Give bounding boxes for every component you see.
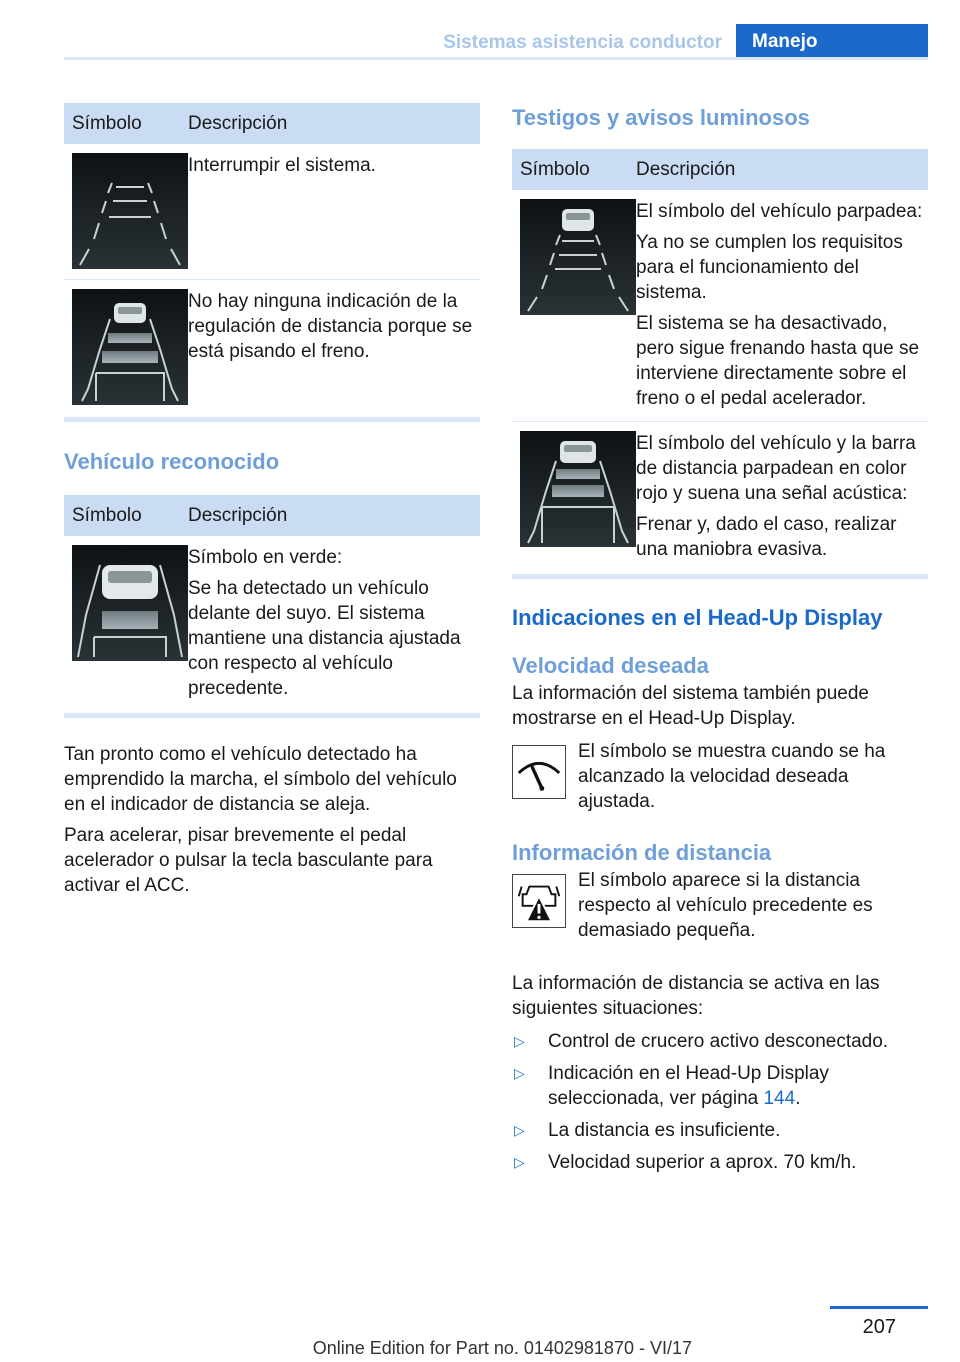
bullet-triangle-icon: ▷ xyxy=(514,1122,525,1138)
car-collision-warning-icon xyxy=(520,431,636,547)
col-symbol-header: Símbolo xyxy=(72,504,142,526)
distance-icon-description: El símbolo aparece si la distancia respecto al vehículo precedente es demasiado pequeña. xyxy=(578,870,873,941)
symbol-table-vehicle xyxy=(64,495,480,718)
table-row xyxy=(64,280,480,415)
table-header xyxy=(64,103,480,144)
col-symbol-header: Símbolo xyxy=(72,112,142,134)
section-title-hud: Indicaciones en el Head-Up Display xyxy=(512,605,883,630)
page-header xyxy=(64,24,928,60)
car-brake-lanes-icon xyxy=(72,289,188,405)
row-description: Se ha detectado un vehículo delante del suyo. El sistema mantiene una distancia ajustada con respecto al vehículo precedente. xyxy=(188,578,461,699)
speed-icon-row xyxy=(512,739,928,814)
table-row xyxy=(64,144,480,280)
row-description-heading: El símbolo del vehículo y la barra de distancia parpadean en color rojo y suena una señal acústica: xyxy=(636,433,916,504)
paragraph: La información de distancia se activa en las siguientes situaciones: xyxy=(512,973,880,1019)
lanes-empty-icon xyxy=(72,153,188,269)
table-end-rule xyxy=(512,574,928,579)
page-number: 207 xyxy=(862,1316,896,1338)
col-description-header: Descripción xyxy=(188,504,288,526)
page-link[interactable]: 144 xyxy=(763,1088,796,1109)
paragraph: Para acelerar, pisar brevemente el pedal acelerador o pulsar la tecla basculante para activar el ACC. xyxy=(64,825,433,896)
header-chapter-tab: Manejo xyxy=(736,24,928,60)
paragraph: Tan pronto como el vehículo detectado ha emprendido la marcha, el símbolo del vehículo en el indicador de distancia se aleja. xyxy=(64,744,457,815)
list-item: ▷ Control de crucero activo desconectado. xyxy=(514,1031,889,1052)
bullet-triangle-icon: ▷ xyxy=(514,1065,525,1081)
car-detected-icon xyxy=(72,545,188,661)
row-description: El sistema se ha desactivado, pero sigue frenando hasta que se interviene directamente sobre el freno o el pedal acelerador. xyxy=(636,313,920,409)
row-description-heading: Símbolo en verde: xyxy=(188,547,343,568)
bullet-triangle-icon: ▷ xyxy=(514,1033,525,1049)
row-description: Frenar y, dado el caso, realizar una maniobra evasiva. xyxy=(636,514,897,560)
table-end-rule xyxy=(64,713,480,718)
subsection-title-speed: Velocidad deseada xyxy=(512,653,709,678)
table-header xyxy=(512,149,928,190)
symbol-table-general xyxy=(64,103,480,422)
distance-icon-row xyxy=(512,868,928,943)
table-row xyxy=(64,536,480,711)
col-description-header: Descripción xyxy=(188,112,288,134)
section-title-vehicle: Vehículo reconocido xyxy=(64,449,280,474)
subsection-title-distance: Información de distancia xyxy=(512,840,772,865)
table-row xyxy=(512,422,928,572)
row-description: No hay ninguna indicación de la regulación de distancia porque se está pisando el freno. xyxy=(188,291,473,362)
col-symbol-header: Símbolo xyxy=(520,158,590,180)
bullet-triangle-icon: ▷ xyxy=(514,1154,525,1170)
table-row xyxy=(512,190,928,422)
section-title-warnings: Testigos y avisos luminosos xyxy=(512,105,810,130)
list-item: ▷ Velocidad superior a aprox. 70 km/h. xyxy=(514,1152,857,1173)
paragraph: La información del sistema también puede mostrarse en el Head-Up Display. xyxy=(512,683,869,729)
right-column xyxy=(512,103,928,1182)
row-description: Interrumpir el sistema. xyxy=(188,155,376,176)
footer-edition: Online Edition for Part no. 01402981870 - VI/17 xyxy=(312,1338,692,1358)
speed-icon-description: El símbolo se muestra cuando se ha alcanzado la velocidad deseada ajustada. xyxy=(578,741,886,812)
car-blinking-lanes-icon xyxy=(520,199,636,315)
list-item: ▷ Indicación en el Head-Up Display seleccionada, ver página 144. xyxy=(514,1063,829,1109)
table-header xyxy=(64,495,480,536)
list-item: ▷ La distancia es insuficiente. xyxy=(514,1120,781,1141)
distance-conditions-list xyxy=(512,1029,928,1175)
header-rule xyxy=(64,57,928,60)
table-end-rule xyxy=(64,417,480,422)
speedometer-needle-icon xyxy=(512,745,566,799)
symbol-table-warnings xyxy=(512,149,928,579)
row-description: Ya no se cumplen los requisitos para el funcionamiento del sistema. xyxy=(636,232,903,303)
col-description-header: Descripción xyxy=(636,158,736,180)
car-warning-icon xyxy=(512,874,566,928)
left-column xyxy=(64,103,480,898)
header-section-title: Sistemas asistencia conductor xyxy=(443,32,722,53)
row-description-heading: El símbolo del vehículo parpadea: xyxy=(636,201,923,222)
footer-rule xyxy=(830,1306,928,1309)
